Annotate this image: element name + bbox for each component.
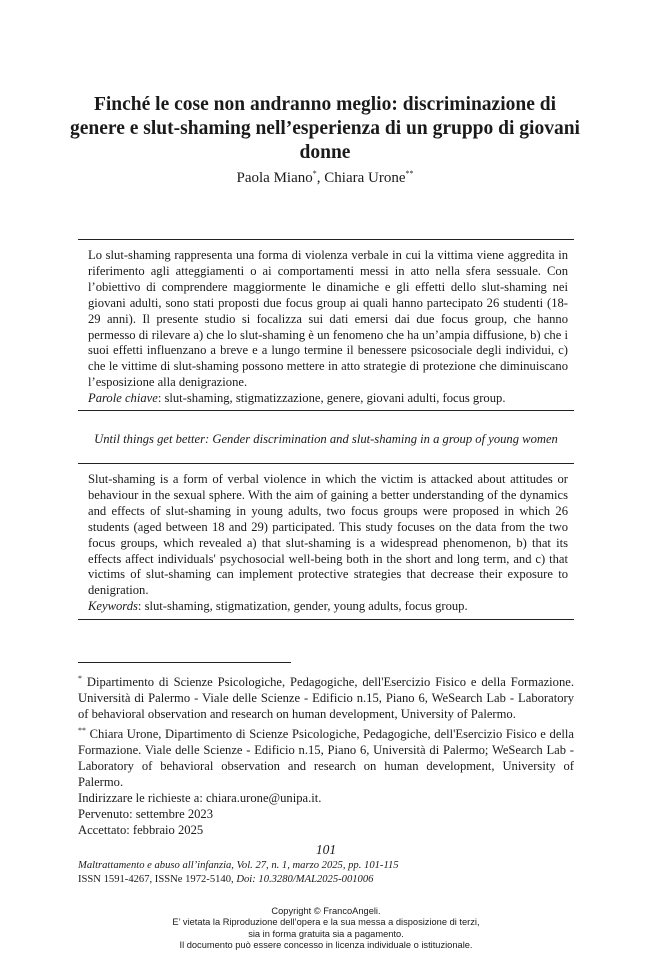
abstract-text: Lo slut-shaming rappresenta una forma di violenza verbale in cui la vittima viene aggredita in riferimento agli atteggiamenti o ai comportamenti messi in atto nella sfera sessuale. Con l’obiettivo di comprendere maggiormente le dinamiche e gli effetti dello slut-shaming nei giovani adulti, sono stati proposti due focus group ai quali hanno partecipato 26 studenti (18-29 anni). Il presente studio si focalizza sui dati emersi dai due focus group, che hanno permesso di rilevare a) che lo slut-shaming è un fenomeno che ha un’ampia diffusione, b) che i suoi effetti influenzano a breve e a lungo termine il benessere psicosociale degli individui, c) che le vittime di slut-shaming possono mettere in atto strategie di protezione che diminuiscano l’esposizione alla denigrazione. — [88, 248, 568, 390]
doi-text: Doi: 10.3280/MAL2025-001006 — [236, 873, 374, 885]
copyright-line: Il documento può essere concesso in licenza individuale o istituzionale. — [179, 940, 473, 951]
footnote-1 — [78, 671, 574, 723]
author-separator: , — [316, 170, 325, 186]
keywords-line — [88, 599, 568, 615]
abstract-english — [88, 472, 568, 615]
footnote-separator — [78, 662, 291, 663]
author-affiliation-mark: ** — [405, 169, 414, 178]
journal-citation: Maltrattamento e abuso all’infanzia, Vol. 27, n. 1, marzo 2025, pp. 101-115 — [78, 860, 399, 871]
english-abstract-bottom-rule — [78, 619, 574, 620]
journal-info — [78, 859, 574, 886]
keywords-list: : slut-shaming, stigmatizzazione, genere, giovani adulti, focus group. — [157, 391, 506, 406]
issn-text: ISSN 1591-4267, ISSNe 1972-5140, — [78, 873, 237, 885]
abstract-top-rule — [78, 239, 574, 240]
contact-line: Indirizzare le richieste a: chiara.urone@unipa.it. — [78, 790, 322, 805]
english-title: Until things get better: Gender discrimination and slut-shaming in a group of young women — [94, 432, 558, 446]
keywords-label: Keywords — [88, 599, 138, 614]
keywords-line — [88, 391, 568, 407]
page-number: 101 — [315, 842, 337, 857]
abstract-bottom-rule — [78, 410, 574, 411]
author-name: Chiara Urone — [324, 170, 406, 186]
footnotes — [78, 671, 574, 838]
received-date: Pervenuto: settembre 2023 — [78, 806, 214, 821]
keywords-label: Parole chiave — [88, 391, 158, 406]
abstract-italian — [88, 248, 568, 407]
issn-line — [78, 873, 574, 887]
english-abstract-top-rule — [78, 463, 574, 464]
copyright-line: E’ vietata la Riproduzione dell’opera e la sua messa a disposizione di terzi, — [172, 917, 480, 928]
footnote-text: Chiara Urone, Dipartimento di Scienze Psicologiche, Pedagogiche, dell'Esercizio Fisico e della Formazione. Viale delle Scienze - Edificio n.15, Piano 6, Università di Palermo; WeSearch Lab - Laboratory of behavioral observation and research on human development, University of Palermo. — [78, 727, 574, 789]
copyright-notice — [78, 906, 574, 952]
footnote-2 — [78, 723, 574, 791]
abstract-text: Slut-shaming is a form of verbal violence in which the victim is attacked about attitudes or behaviour in the sexual sphere. With the aim of gaining a better understanding of the dynamics and effects of slut-shaming in young adults, two focus groups were proposed in which 26 students (aged between 18 and 29) participated. This study focuses on the data from the two focus groups, which revealed a) that slut-shaming is a widespread phenomenon, b) that its effects affect individuals' psychosocial well-being both in the short and long term, and c) that victims of slut-shaming can implement protective strategies that decrease their exposure to denigration. — [88, 472, 568, 598]
keywords-list: : slut-shaming, stigmatization, gender, young adults, focus group. — [137, 599, 468, 614]
footnote-mark: ** — [78, 725, 86, 735]
author-line — [70, 165, 580, 187]
footnote-mark: * — [78, 674, 82, 683]
copyright-line: Copyright © FrancoAngeli. — [271, 906, 381, 916]
author-name: Paola Miano — [236, 170, 313, 186]
article-title: Finché le cose non andranno meglio: discriminazione di genere e slut-shaming nell’esperienza di un gruppo di giovani donne — [70, 94, 580, 163]
copyright-line: sia in forma gratuita sia a pagamento. — [248, 928, 404, 939]
author-affiliation-mark: * — [312, 169, 317, 178]
footnote-text: Dipartimento di Scienze Psicologiche, Pedagogiche, dell'Esercizio Fisico e della Formazione. Università di Palermo - Viale delle Scienze - Edificio n.15, Piano 6, WeSearch Lab - Laboratory of behavioral observation and research on human development, University of Palermo. — [78, 675, 574, 721]
accepted-date: Accettato: febbraio 2025 — [78, 822, 204, 837]
